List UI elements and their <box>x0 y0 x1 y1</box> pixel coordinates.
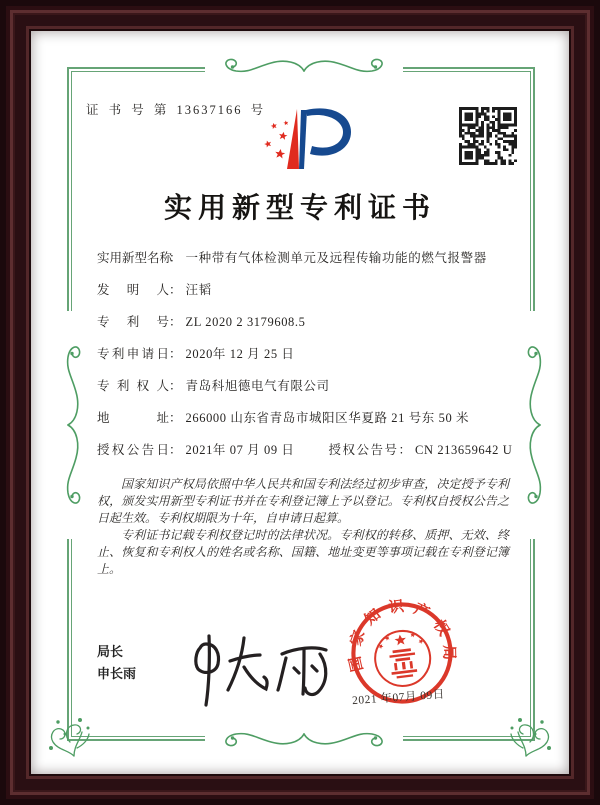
svg-text:国家知识产权局 <box>341 592 459 674</box>
field-value: CN 213659642 U <box>415 443 513 457</box>
field-label: 授权公告号 <box>328 443 399 457</box>
signer-name: 申长雨 <box>97 666 137 681</box>
field-label: 发明人 <box>97 283 169 297</box>
field-row-name <box>97 249 520 267</box>
seal-text: 国家知识产权局 <box>347 598 457 673</box>
qr-code <box>459 107 517 170</box>
field-label: 地址 <box>97 411 169 425</box>
field-colon: ： <box>398 443 412 457</box>
field-value: ZL 2020 2 3179608.5 <box>185 315 306 329</box>
floral-corner-ornament-left-icon <box>44 712 92 760</box>
signer-title: 局长 <box>97 644 124 659</box>
field-colon: ： <box>169 347 182 361</box>
cnipa-logo-icon <box>260 101 355 176</box>
legal-text <box>97 476 509 578</box>
signer-block <box>97 644 136 688</box>
seal-date: 2021 年07月 09日 <box>351 688 446 708</box>
legal-paragraph-1: 国家知识产权局依照中华人民共和国专利法经过初步审查，决定授予专利权，颁发实用新型专利证书并在专利登记簿上予以登记。专利权自授权公告之日起生效。专利权期限为十年，自申请日起算。 <box>97 477 509 525</box>
director-signature-icon <box>182 628 332 708</box>
border-flourish-right-icon <box>525 311 549 539</box>
field-label: 专利号 <box>97 315 169 329</box>
field-colon: ： <box>169 251 182 265</box>
field-colon: ： <box>169 379 182 393</box>
border-flourish-top-icon <box>205 56 403 80</box>
field-value: 一种带有气体检测单元及远程传输功能的燃气报警器 <box>185 251 487 265</box>
field-value: 青岛科旭德电气有限公司 <box>185 379 330 393</box>
field-value: 汪韬 <box>185 283 212 297</box>
border-flourish-left-icon <box>59 311 83 539</box>
certificate-title: 实用新型专利证书 <box>163 193 436 224</box>
field-colon: ： <box>169 411 182 425</box>
field-label: 专利申请日 <box>97 347 169 361</box>
legal-paragraph-2: 专利证书记载专利权登记时的法律状况。专利权的转移、质押、无效、终止、恢复和专利权人的姓名或名称、国籍、地址变更等事项记载在专利登记簿上。 <box>97 528 509 576</box>
national-emblem-icon <box>372 628 433 689</box>
field-label: 专利权人 <box>97 379 169 393</box>
field-value: 2020年 12 月 25 日 <box>185 347 295 361</box>
field-value: 2021年 07 月 09 日 <box>185 443 295 457</box>
field-row-address <box>97 409 520 427</box>
field-row-grant <box>97 441 520 459</box>
field-label: 实用新型名称 <box>97 251 173 265</box>
field-row-patent-number <box>97 313 520 331</box>
certificate-number: 证 书 号 第 13637166 号 <box>86 103 266 117</box>
border-flourish-bottom-icon <box>205 725 403 749</box>
field-label: 授权公告日 <box>97 443 169 457</box>
field-colon: ： <box>169 283 182 297</box>
field-row-inventor <box>97 281 520 299</box>
field-colon: ： <box>169 443 182 457</box>
field-colon: ： <box>169 315 182 329</box>
field-list <box>97 249 520 473</box>
field-row-patentee <box>97 377 520 395</box>
field-row-filing-date <box>97 345 520 363</box>
floral-corner-ornament-right-icon <box>508 712 556 760</box>
field-value: 266000 山东省青岛市城阳区华夏路 21 号东 50 米 <box>185 411 470 425</box>
